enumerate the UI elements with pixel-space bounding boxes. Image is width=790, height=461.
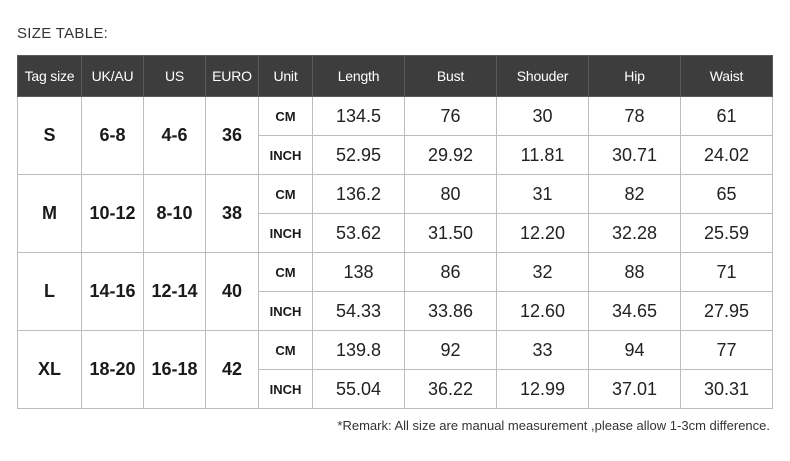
- cell-shoulder: 11.81: [497, 136, 589, 175]
- cell-waist: 30.31: [681, 370, 773, 409]
- cell-waist: 25.59: [681, 214, 773, 253]
- cell-bust: 36.22: [405, 370, 497, 409]
- cell-waist: 77: [681, 331, 773, 370]
- cell-euro: 38: [206, 175, 259, 253]
- cell-waist: 71: [681, 253, 773, 292]
- cell-shoulder: 12.60: [497, 292, 589, 331]
- table-header-row: [18, 56, 773, 97]
- header-length: Length: [313, 56, 405, 97]
- table-row: [18, 253, 773, 292]
- cell-bust: 76: [405, 97, 497, 136]
- cell-length: 136.2: [313, 175, 405, 214]
- cell-hip: 37.01: [589, 370, 681, 409]
- cell-us: 4-6: [144, 97, 206, 175]
- header-us: US: [144, 56, 206, 97]
- cell-uk-au: 14-16: [82, 253, 144, 331]
- cell-euro: 36: [206, 97, 259, 175]
- page-title: SIZE TABLE:: [17, 25, 109, 42]
- cell-unit: INCH: [259, 292, 313, 331]
- cell-us: 12-14: [144, 253, 206, 331]
- cell-length: 55.04: [313, 370, 405, 409]
- header-bust: Bust: [405, 56, 497, 97]
- cell-bust: 86: [405, 253, 497, 292]
- cell-unit: INCH: [259, 370, 313, 409]
- cell-length: 54.33: [313, 292, 405, 331]
- cell-unit: CM: [259, 331, 313, 370]
- cell-tag-size: XL: [18, 331, 82, 409]
- table-row: [18, 97, 773, 136]
- cell-unit: CM: [259, 253, 313, 292]
- cell-euro: 40: [206, 253, 259, 331]
- header-uk-au: UK/AU: [82, 56, 144, 97]
- cell-waist: 61: [681, 97, 773, 136]
- cell-length: 138: [313, 253, 405, 292]
- cell-length: 139.8: [313, 331, 405, 370]
- header-waist: Waist: [681, 56, 773, 97]
- cell-bust: 92: [405, 331, 497, 370]
- remark-note: *Remark: All size are manual measurement ,please allow 1-3cm difference.: [337, 418, 770, 433]
- cell-euro: 42: [206, 331, 259, 409]
- cell-waist: 27.95: [681, 292, 773, 331]
- cell-unit: CM: [259, 175, 313, 214]
- header-euro: EURO: [206, 56, 259, 97]
- header-shoulder: Shouder: [497, 56, 589, 97]
- cell-uk-au: 6-8: [82, 97, 144, 175]
- cell-hip: 30.71: [589, 136, 681, 175]
- cell-length: 134.5: [313, 97, 405, 136]
- cell-waist: 24.02: [681, 136, 773, 175]
- cell-waist: 65: [681, 175, 773, 214]
- cell-us: 8-10: [144, 175, 206, 253]
- cell-shoulder: 30: [497, 97, 589, 136]
- cell-shoulder: 31: [497, 175, 589, 214]
- table-row: [18, 175, 773, 214]
- header-unit: Unit: [259, 56, 313, 97]
- header-hip: Hip: [589, 56, 681, 97]
- cell-length: 53.62: [313, 214, 405, 253]
- table-row: [18, 331, 773, 370]
- cell-hip: 88: [589, 253, 681, 292]
- cell-hip: 78: [589, 97, 681, 136]
- cell-bust: 33.86: [405, 292, 497, 331]
- cell-uk-au: 18-20: [82, 331, 144, 409]
- cell-unit: CM: [259, 97, 313, 136]
- cell-tag-size: S: [18, 97, 82, 175]
- cell-uk-au: 10-12: [82, 175, 144, 253]
- cell-hip: 34.65: [589, 292, 681, 331]
- header-tag-size: Tag size: [18, 56, 82, 97]
- cell-shoulder: 33: [497, 331, 589, 370]
- cell-unit: INCH: [259, 136, 313, 175]
- cell-us: 16-18: [144, 331, 206, 409]
- cell-length: 52.95: [313, 136, 405, 175]
- cell-shoulder: 12.99: [497, 370, 589, 409]
- size-table: [17, 55, 773, 409]
- cell-tag-size: L: [18, 253, 82, 331]
- cell-bust: 29.92: [405, 136, 497, 175]
- cell-hip: 94: [589, 331, 681, 370]
- cell-hip: 82: [589, 175, 681, 214]
- cell-shoulder: 12.20: [497, 214, 589, 253]
- cell-shoulder: 32: [497, 253, 589, 292]
- cell-unit: INCH: [259, 214, 313, 253]
- cell-hip: 32.28: [589, 214, 681, 253]
- cell-bust: 31.50: [405, 214, 497, 253]
- cell-tag-size: M: [18, 175, 82, 253]
- cell-bust: 80: [405, 175, 497, 214]
